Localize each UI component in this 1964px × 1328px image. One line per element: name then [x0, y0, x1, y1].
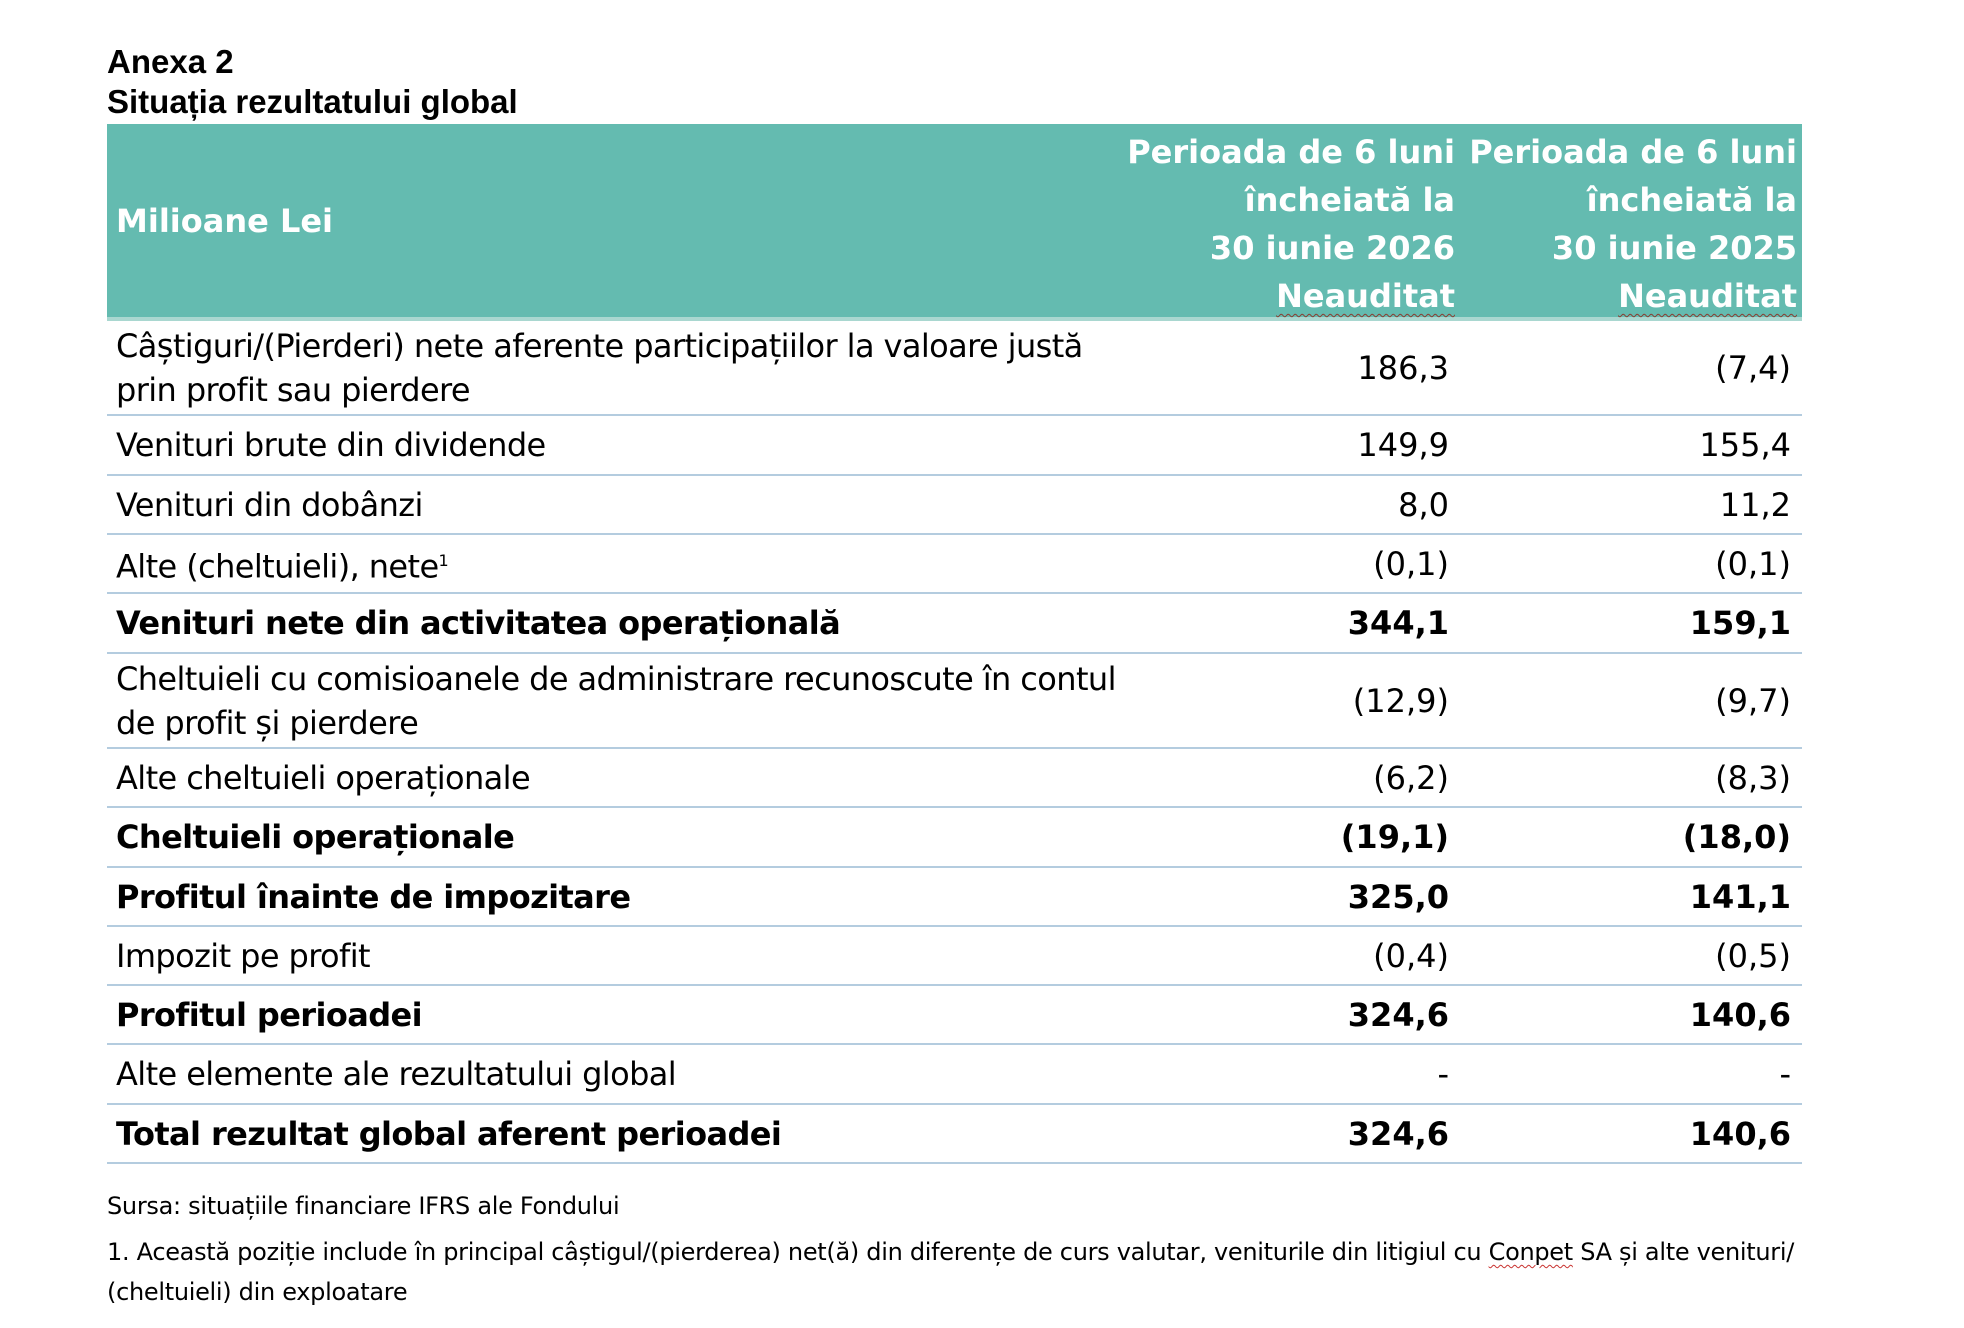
- income-statement-table: [107, 124, 1802, 1164]
- table-row: [107, 416, 1802, 476]
- table-row: [107, 594, 1802, 654]
- table-row: [107, 476, 1802, 535]
- value-2026: 324,6: [1347, 1114, 1449, 1153]
- source-note: Sursa: situațiile financiare IFRS ale Fondului: [107, 1192, 620, 1220]
- audit-status: Neauditat: [1618, 277, 1797, 315]
- value-2025: 140,6: [1689, 995, 1791, 1034]
- row-label: Impozit pe profit: [116, 936, 370, 975]
- row-label: [107, 539, 1116, 589]
- row-label: Profitul perioadei: [116, 995, 423, 1034]
- audit-status: Neauditat: [1276, 277, 1455, 315]
- value-2025: 159,1: [1689, 604, 1791, 642]
- row-label-text: Alte (cheltuieli), nete: [116, 547, 439, 586]
- row-label: Alte elemente ale rezultatului global: [116, 1055, 677, 1093]
- value-2026: (19,1): [1340, 818, 1449, 856]
- footnote-marker: 1: [438, 550, 449, 570]
- page-title: Situația rezultatului global: [107, 83, 518, 120]
- table-row: [107, 927, 1802, 986]
- table-row: [107, 535, 1802, 594]
- value-2026: 344,1: [1347, 604, 1449, 642]
- value-2026: 186,3: [1357, 348, 1449, 387]
- column-header-line: încheiată la: [1586, 181, 1797, 219]
- value-2025: 140,6: [1689, 1114, 1791, 1153]
- row-label: Profitul înainte de impozitare: [116, 877, 631, 916]
- value-2026: 149,9: [1357, 426, 1449, 464]
- row-label: Venituri din dobânzi: [116, 485, 423, 524]
- value-2025: (0,1): [1715, 544, 1791, 583]
- footnote-company: Conpet: [1488, 1238, 1573, 1266]
- footnote-text: SA și alte venituri/: [1572, 1238, 1795, 1266]
- value-2025: (7,4): [1715, 348, 1791, 387]
- value-2025: 155,4: [1699, 426, 1791, 464]
- annex-label: Anexa 2: [107, 43, 234, 80]
- column-header-line: încheiată la: [1244, 181, 1455, 219]
- row-label: Alte cheltuieli operaționale: [116, 758, 531, 797]
- table-row: [107, 868, 1802, 927]
- row-label: Total rezultat global aferent perioadei: [116, 1114, 782, 1153]
- footnote: [107, 1232, 1867, 1312]
- value-2026: (0,4): [1373, 936, 1449, 975]
- value-2026: (0,1): [1373, 544, 1449, 583]
- row-label: Venituri brute din dividende: [116, 426, 546, 464]
- document-heading: [107, 42, 518, 122]
- value-2025: 11,2: [1719, 485, 1791, 524]
- value-2025: -: [1779, 1055, 1791, 1093]
- table-header: [107, 124, 1802, 321]
- column-header-2026: [1127, 128, 1455, 320]
- value-2025: (0,5): [1715, 936, 1791, 975]
- value-2026: 325,0: [1347, 877, 1449, 916]
- table-row: [107, 1105, 1802, 1164]
- table-row: [107, 654, 1802, 749]
- value-2026: 324,6: [1347, 995, 1449, 1034]
- column-header-line: 30 iunie 2025: [1551, 229, 1797, 267]
- column-header-2025: [1469, 128, 1797, 320]
- column-header-line: Perioada de 6 luni: [1127, 133, 1455, 171]
- row-label: Cheltuieli operaționale: [116, 818, 515, 856]
- table-row: [107, 808, 1802, 868]
- value-2025: (9,7): [1715, 681, 1791, 720]
- table-row: [107, 321, 1802, 416]
- value-2025: (8,3): [1715, 758, 1791, 797]
- unit-label: Milioane Lei: [116, 201, 334, 240]
- value-2026: -: [1437, 1055, 1449, 1093]
- value-2026: 8,0: [1398, 485, 1449, 524]
- table-row: [107, 1045, 1802, 1105]
- table-row: [107, 986, 1802, 1045]
- row-label: Venituri nete din activitatea operațională: [116, 604, 841, 642]
- row-label: Cheltuieli cu comisioanele de administrare recunoscute în contul de profit și pierdere: [116, 659, 1116, 742]
- column-header-line: 30 iunie 2026: [1209, 229, 1455, 267]
- value-2025: (18,0): [1682, 818, 1791, 856]
- row-label: Câștiguri/(Pierderi) nete aferente participațiilor la valoare justă prin profit sau pierdere: [116, 326, 1083, 409]
- table-row: [107, 749, 1802, 808]
- footnote-text: (cheltuieli) din exploatare: [107, 1278, 408, 1306]
- column-header-line: Perioada de 6 luni: [1469, 133, 1797, 171]
- footnote-text: 1. Această poziție include în principal câștigul/(pierderea) net(ă) din diferențe de curs valutar, veniturile din litigiul cu: [107, 1238, 1489, 1266]
- value-2026: (6,2): [1373, 758, 1449, 797]
- value-2026: (12,9): [1352, 681, 1449, 720]
- value-2025: 141,1: [1689, 877, 1791, 916]
